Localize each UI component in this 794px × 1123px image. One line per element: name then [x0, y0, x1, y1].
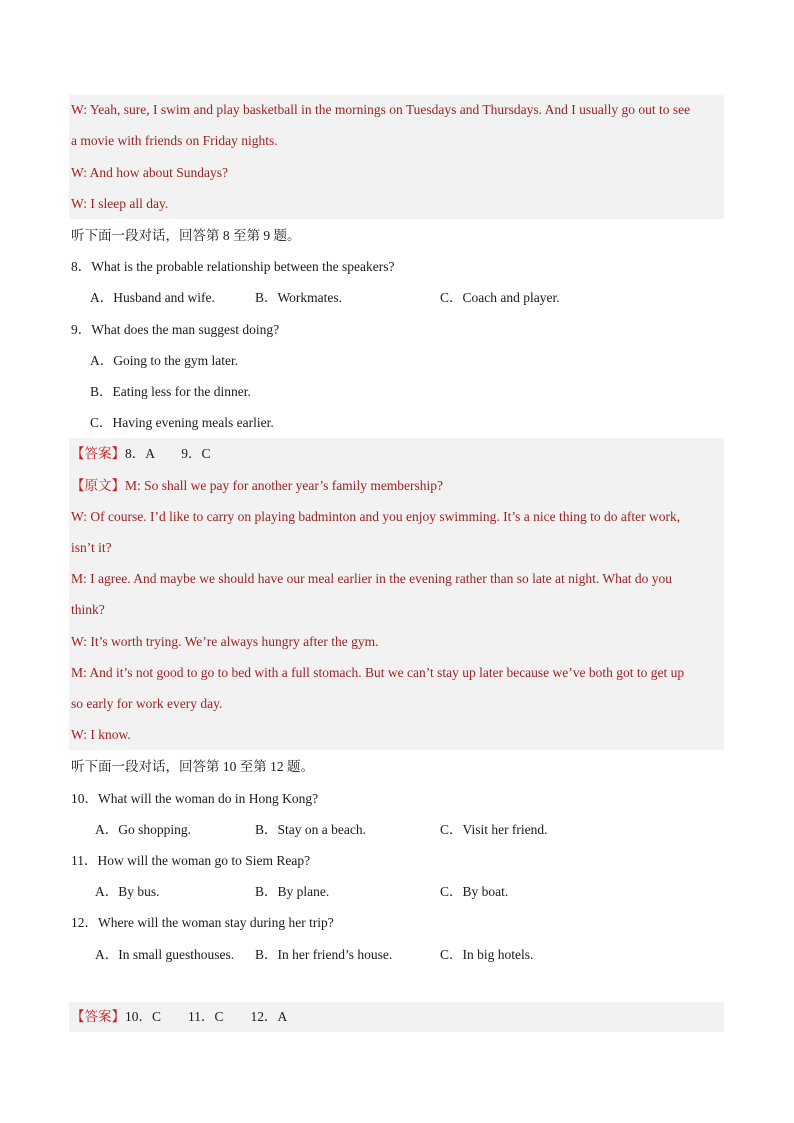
transcript-line: W: It’s worth trying. We’re always hungry after the gym.	[71, 634, 379, 649]
transcript-line: M: So shall we pay for another year’s family membership?	[125, 478, 444, 493]
question-stem: 11．How will the woman go to Siem Reap?	[71, 853, 311, 868]
option-c: C．In big hotels.	[440, 947, 534, 962]
transcript-line: M: And it’s not good to go to bed with a full stomach. But we can’t stay up later because we’ve both got to get up	[71, 665, 685, 680]
option-c: C．By boat.	[440, 884, 509, 899]
option-b: B．Eating less for the dinner.	[90, 384, 251, 399]
option-b: B．Workmates.	[255, 290, 343, 305]
section-instruction: 听下面一段对话，回答第 10 至第 12 题。	[71, 759, 314, 774]
option-a: A．Husband and wife.	[90, 290, 215, 305]
question-stem: 12．Where will the woman stay during her trip?	[71, 915, 334, 930]
answer-text: 10．C 11．C 12．A	[125, 1009, 288, 1024]
option-c: C．Visit her friend.	[440, 822, 548, 837]
transcript-line: W: I know.	[71, 727, 131, 742]
question-stem: 10．What will the woman do in Hong Kong?	[71, 791, 319, 806]
option-a: A．In small guesthouses.	[95, 947, 235, 962]
answer-tag: 【答案】	[71, 1009, 125, 1024]
original-line	[71, 476, 443, 496]
transcript-line: W: And how about Sundays?	[71, 165, 228, 180]
option-b: B．Stay on a beach.	[255, 822, 366, 837]
option-a: A．By bus.	[95, 884, 160, 899]
answer-text: 8．A 9．C	[125, 446, 211, 461]
answer-line	[71, 1007, 287, 1027]
transcript-line: W: Yeah, sure, I swim and play basketball in the mornings on Tuesdays and Thursdays. And I usually go out to see	[71, 102, 691, 117]
option-a: A．Go shopping.	[95, 822, 192, 837]
option-c: C．Coach and player.	[440, 290, 560, 305]
option-c: C．Having evening meals earlier.	[90, 415, 274, 430]
transcript-line: a movie with friends on Friday nights.	[71, 133, 278, 148]
question-stem: 8．What is the probable relationship between the speakers?	[71, 259, 395, 274]
answer-tag: 【答案】	[71, 446, 125, 461]
transcript-line: W: Of course. I’d like to carry on playing badminton and you enjoy swimming. It’s a nice thing to do after work,	[71, 509, 681, 524]
transcript-line: so early for work every day.	[71, 696, 223, 711]
option-a: A．Going to the gym later.	[90, 353, 239, 368]
transcript-line: M: I agree. And maybe we should have our meal earlier in the evening rather than so late at night. What do you	[71, 571, 673, 586]
original-tag: 【原文】	[71, 478, 125, 493]
transcript-line: W: I sleep all day.	[71, 196, 169, 211]
question-stem: 9．What does the man suggest doing?	[71, 322, 280, 337]
transcript-line: think?	[71, 602, 105, 617]
answer-line	[71, 444, 211, 464]
transcript-line: isn’t it?	[71, 540, 112, 555]
option-b: B．By plane.	[255, 884, 330, 899]
option-b: B．In her friend’s house.	[255, 947, 393, 962]
section-instruction: 听下面一段对话，回答第 8 至第 9 题。	[71, 228, 301, 243]
